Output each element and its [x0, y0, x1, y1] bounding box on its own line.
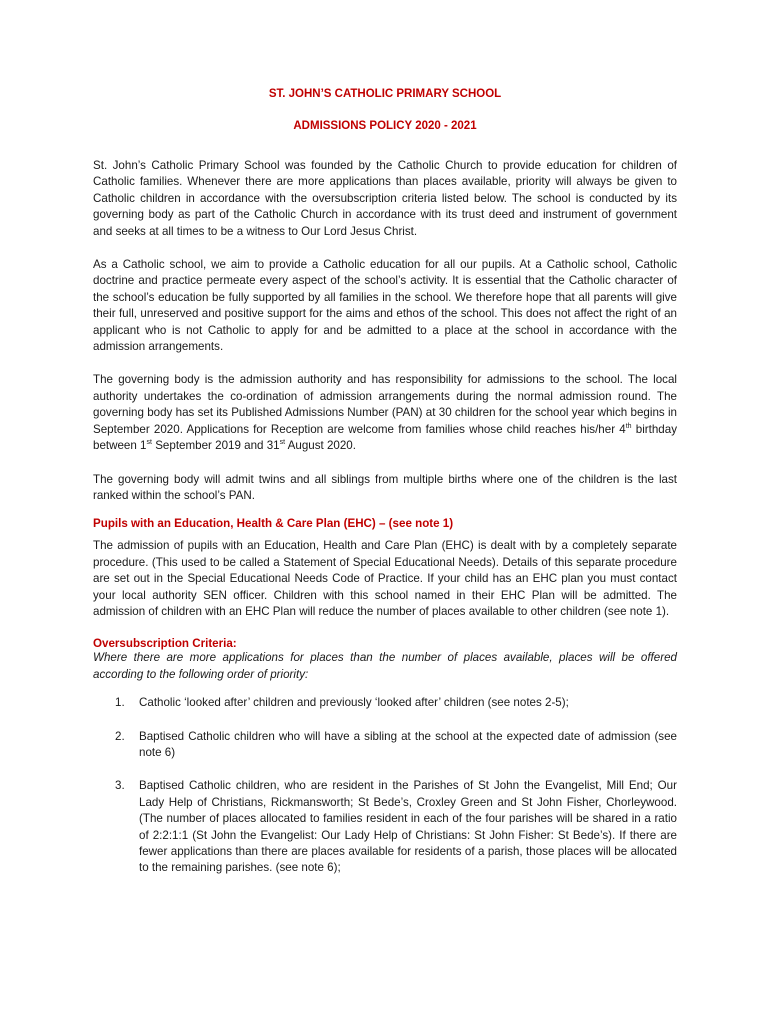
catholic-education-paragraph: As a Catholic school, we aim to provide a Catholic education for all our pupils. At a Catholic school, Catholic doctrine and practice permeate every aspect of the school’s activity. It is essential that the Catholic character of the school’s education be fully supported by all families in the school. We therefore hope that all parents will give their full, unreserved and positive support for the aims and ethos of the school. This does not affect the right of an applicant who is not Catholic to apply for and be admitted to a place at the school in accordance with the admission arrangements.: [93, 258, 677, 354]
document-page: [93, 88, 677, 894]
school-title: ST. JOHN’S CATHOLIC PRIMARY SCHOOL: [268, 88, 502, 100]
list-item: [93, 778, 677, 876]
policy-title: ADMISSIONS POLICY 2020 - 2021: [293, 120, 477, 132]
ehc-paragraph: The admission of pupils with an Education, Health and Care Plan (EHC) is dealt with by a completely separate procedure. (This used to be called a Statement of Special Educational Needs). Details of this separate procedure are set out in the Special Educational Needs Code of Practice. If your child has an EHC plan you must contact your local authority SEN officer. Children with this school named in their EHC Plan will be admitted. The admission of children with an EHC Plan will reduce the number of places available to other children (see note 1).: [93, 539, 677, 618]
list-item-text: Baptised Catholic children who will have a sibling at the school at the expected date of admission (see note 6): [139, 729, 677, 759]
governing-body-paragraph: [93, 372, 677, 454]
governing-text-mid1: birthday between 1: [93, 422, 677, 453]
list-item-text: Baptised Catholic children, who are resident in the Parishes of St John the Evangelist, Mill End; Our Lady Help of Christians, Rickmansworth; St Bede’s, Croxley Green and St John Fisher, Chorleywood. (The number of places allocated to families resident in each of the four parishes will be shared in a ratio of 2:2:1:1 (St John the Evangelist: Our Lady Help of Christians: St John Fisher: St Bede’s). If there are fewer applications than there are places available for residents of a parish, those places will be allocated to the remaining parishes. (see note 6);: [139, 779, 677, 875]
superscript-st-2: st: [279, 439, 286, 447]
intro-paragraph: St. John’s Catholic Primary School was founded by the Catholic Church to provide education for children of Catholic families. Whenever there are more applications than places available, priority will always be given to Catholic children in accordance with the oversubscription criteria listed below. The school is conducted by its governing body as part of the Catholic Church in accordance with its trust deed and instrument of government and seeks at all times to be a witness to Our Lord Jesus Christ.: [93, 159, 677, 238]
governing-text-main: The governing body is the admission authority and has responsibility for admissions to the school. The local authority undertakes the co-ordination of admission arrangements during the normal admission round. The governing body has set its Published Admissions Number (PAN) at 30 children for the school year which begins in September 2020. Applications for Reception are welcome from families whose child reaches his/her 4: [93, 373, 677, 436]
list-item-number: 1.: [115, 696, 125, 710]
twins-paragraph: The governing body will admit twins and all siblings from multiple births where one of the children is the last ranked within the school’s PAN.: [93, 472, 677, 502]
superscript-st-1: st: [146, 439, 152, 447]
list-item: [93, 729, 677, 762]
list-item-text: Catholic ‘looked after’ children and previously ‘looked after’ children (see notes 2-5);: [139, 696, 569, 710]
list-item-number: 3.: [115, 779, 125, 793]
oversubscription-intro: Where there are more applications for places than the number of places available, places will be offered according to the following order of priority:: [93, 651, 677, 681]
superscript-th: th: [625, 422, 632, 430]
oversubscription-heading: Oversubscription Criteria:: [93, 637, 237, 651]
governing-text-mid2: September 2019 and 31: [151, 439, 280, 453]
ehc-heading: Pupils with an Education, Health & Care Plan (EHC) – (see note 1): [93, 517, 454, 531]
governing-text-end: August 2020.: [285, 439, 356, 453]
list-item-number: 2.: [115, 729, 125, 743]
list-item: [93, 695, 677, 711]
criteria-list: [93, 695, 677, 877]
